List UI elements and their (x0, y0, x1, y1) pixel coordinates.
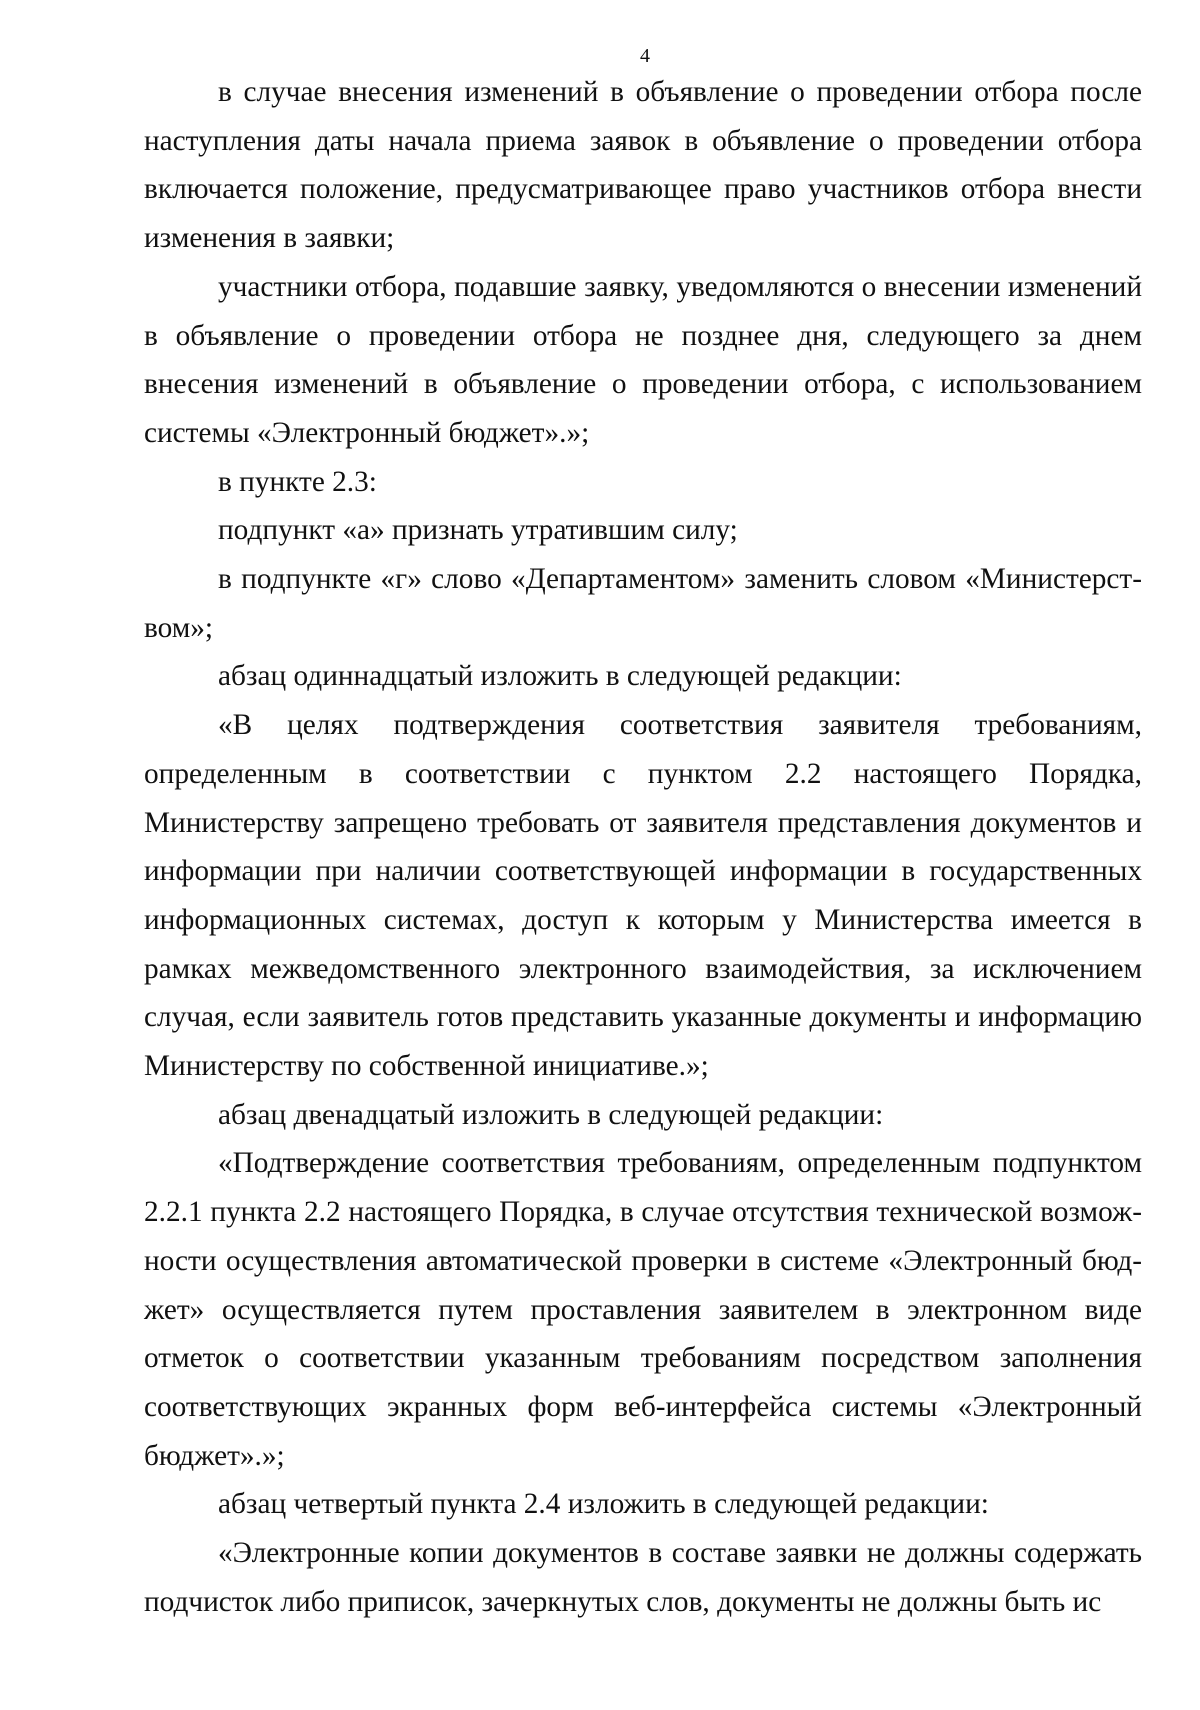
paragraph-twelfth-abzac-heading: абзац двенадцатый изложить в следующей редакции: (218, 1098, 884, 1131)
paragraph-twelfth-abzac-text: «Подтверждение соответствия требованиям, определенным подпунктом 2.2.1 пункта 2.2 настоящего Порядка, в случае отсутствия технической возможности осуществления автоматической проверки в системе «Электронный бюджет» осуществляется путем проставления заявителем в электронном виде отметок о соответствии указанным требованиям посредством заполнения соответствующих экранных форм веб-интерфейса системы «Электронный бюджет».»; (144, 1147, 1142, 1472)
paragraph-notification-of-participants: участники отбора, подавшие заявку, уведомляются о внесении изменений в объявление о проведении отбора не позднее дня, следующего за днем внесения изменений в объявление о проведении отбора, с использованием системы «Электронный бюджет».»; (144, 270, 1142, 449)
paragraph-item-2-3: в пункте 2.3: (218, 465, 377, 498)
paragraph-eleventh-abzac-text: «В целях подтверждения соответствия заявителя требованиям, определенным в соответствии с пунктом 2.2 настоящего Порядка, Министерству запрещено требовать от заявителя представления документов и информации при наличии соответствующей информации в государственных информационных системах, доступ к которым у Министерства имеется в рамках межведомственного электронного взаимодействия, за исключением случая, если заявитель готов представить указанные документы и информацию Министерству по собственной инициативе.»; (144, 709, 1142, 1083)
paragraph-subitem-a-void: подпункт «а» признать утратившим силу; (218, 514, 738, 547)
document-body (144, 68, 1142, 1627)
paragraph-subitem-g-replace: в подпункте «г» слово «Департаментом» заменить словом «Министерством»; (144, 563, 1142, 644)
page-number: 4 (640, 45, 650, 67)
paragraph-item-2-4-text: «Электронные копии документов в составе заявки не должны содержать подчисток либо приписок, зачеркнутых слов, документы не должны быть ис (144, 1537, 1142, 1618)
paragraph-amendment-after-start: в случае внесения изменений в объявление о проведении отбора после наступления даты начала приема заявок в объявление о проведении отбора включается положение, предусматривающее право участников отбора внести изменения в заявки; (144, 76, 1142, 255)
paragraph-eleventh-abzac-heading: абзац одиннадцатый изложить в следующей редакции: (218, 660, 902, 693)
paragraph-item-2-4-heading: абзац четвертый пункта 2.4 изложить в следующей редакции: (218, 1488, 989, 1521)
